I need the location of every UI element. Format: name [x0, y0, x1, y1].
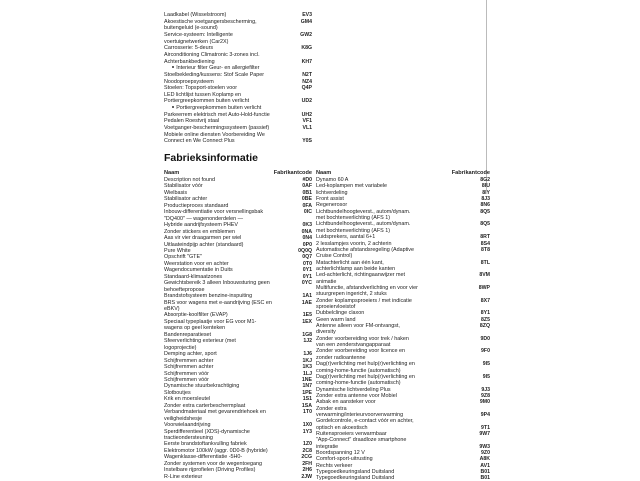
left-row-name: Zonder systemen voor de wegentoegang [164, 460, 262, 467]
left-row-code: 1T0 [303, 409, 312, 416]
right-row-code: B01 [480, 469, 490, 476]
top-item-code: UH2 [301, 111, 312, 118]
right-row-code: 8Q5 [480, 221, 490, 228]
right-row-name: stuurgrepen ingericht, 2 stuks [316, 291, 387, 298]
top-item-code: K8G [301, 45, 312, 52]
top-item-code: UD2 [301, 98, 312, 105]
left-row-name: Uitlaateindpijp achter (standaard) [164, 241, 244, 248]
left-row-code: 1EX [302, 318, 312, 325]
bullet-icon [172, 106, 174, 108]
top-item-name: Interieur filter Geur- en allergiefilter [172, 65, 259, 71]
left-row-name: Zonder stickers en emblemen [164, 228, 236, 235]
right-row-name: achterlichtlamp aan beide kanten [316, 265, 396, 272]
right-row-code: 8IY [482, 189, 490, 196]
left-row-name: Brandstofsysteem benzine-inspuiting [164, 293, 253, 300]
left-row-name: Weerstation voor en achter [164, 260, 229, 267]
left-row-name: eBKV) [164, 306, 180, 312]
left-row-name: Schijfremmen achter [164, 364, 214, 371]
top-item-name: Carrosserie: 5-deurs [164, 45, 214, 52]
right-row-code: 8WP [478, 284, 490, 291]
right-row-code: 8ZQ [479, 323, 490, 330]
right-row-code: 8T8 [481, 246, 490, 253]
right-row-code: 8RT [480, 234, 490, 241]
top-item-code: VF1 [302, 118, 312, 125]
left-row-name: Speciaal typeplaatje voor EG voor M1- [164, 318, 257, 325]
right-row-code: 8IU [481, 183, 490, 190]
left-row-name: Wielbasis [164, 189, 188, 196]
right-row-name: Lichtbundelhoogteverst., autom/dynam. [316, 208, 411, 215]
top-item-name: buitengeluid (e-sound) [164, 25, 218, 32]
right-row-name: Zonder voorbereiding voor trek / haken [316, 335, 409, 342]
right-row-name: Boordspanning 12 V [316, 450, 365, 457]
right-row-name: met bochtenverlichting (AFS 1) [316, 227, 391, 234]
left-row-name: Opschrift "GTE" [164, 254, 202, 261]
left-row-code: 1J6 [303, 351, 312, 358]
left-row-code: 1A1 [302, 293, 312, 300]
left-row-code: 0Y1 [302, 273, 312, 280]
left-row-code: 1PE [302, 389, 312, 396]
left-row-code: 1N7 [302, 383, 312, 390]
left-row-name: Demping achter, sport [164, 351, 217, 358]
left-row-code: 2FH [302, 460, 312, 467]
right-row-code: 9D0 [480, 335, 490, 342]
right-row-code: 9Z0 [481, 450, 490, 457]
top-item-code: Q4P [301, 85, 312, 92]
top-item-name: Pedalen Roestvrij staal [164, 118, 220, 125]
right-row-code: 8J3 [481, 196, 490, 203]
right-row-name: Rechts verkeer [316, 462, 353, 469]
top-item-name: Parkeerrem elektrisch met Auto-Hold-functie [164, 111, 270, 118]
top-item-name: Service-systeem: Intelligente [164, 31, 233, 38]
right-row-code: 9W7 [479, 431, 490, 437]
left-header-code: Fabrikantcode [273, 170, 312, 176]
left-row-name: Instelbare rijprofielen (Driving Profiles) [164, 467, 256, 474]
right-row-name: zonder radioantenne [316, 354, 366, 361]
right-row-name: verwarming/interieurvoorverwarming [316, 411, 404, 418]
top-item-code: EV3 [302, 12, 312, 18]
right-row-name: Zonder extra [316, 405, 347, 412]
right-header-code: Fabrikantcode [451, 170, 490, 176]
left-row-name: Krik en moersleutel [164, 396, 211, 403]
top-item-name: Laadkabel (Wisselstroom) [164, 12, 227, 18]
left-row-code: 1NE [301, 376, 312, 383]
left-row-name: Description not found [164, 177, 215, 183]
left-row-code: 0Q0Q [298, 247, 312, 254]
right-row-name: Lichtbundelhoogteverst., autom/dynam. [316, 221, 411, 228]
left-row-code: 1E5 [302, 312, 312, 319]
top-item-name: Airconditioning Climatronic 3-zones incl. [164, 51, 260, 58]
right-row-name: Zonder extra antenne voor Mobiel [316, 392, 397, 399]
left-row-name: Stabilisator achter [164, 196, 208, 203]
left-row-name: veiligheidshesje [164, 415, 203, 422]
right-header-name: Naam [316, 170, 332, 176]
right-row-code: 9I5 [482, 373, 490, 380]
left-row-name: Productieproces standaard [164, 202, 229, 209]
left-row-code: 1LJ [303, 370, 312, 377]
left-row-name: wagens op geel kenteken [164, 325, 226, 332]
left-row-code: 0P0 [302, 241, 312, 248]
left-row-code: 2JW [301, 473, 312, 480]
left-row-name: Zonder extra carterbeschermplaat [164, 402, 246, 409]
left-row-code: 0BE [301, 196, 312, 203]
top-item-code: VL1 [302, 125, 312, 132]
left-row-name: Bandenreparatieset [164, 331, 212, 338]
right-row-name: van een zenderstvangapparaat [316, 342, 391, 349]
left-row-name: Wagenklasse-differentiatie -5H0- [164, 454, 243, 461]
left-row-name: Schijfremmen achter [164, 357, 214, 364]
right-row-name: Dubbelclinge claxon [316, 310, 365, 317]
left-row-code: 1G8 [302, 331, 312, 338]
left-row-code: 1SA [301, 402, 312, 409]
top-item-name: Noodoproepsysteem [164, 78, 214, 85]
left-row-name: Slotboutjes [164, 389, 191, 396]
right-row-name: Gordelcontrole, e-contact vóór en achter, [316, 418, 414, 425]
top-item-name: LED lichtlijst tussen Koplamp en [164, 91, 242, 98]
left-row-code: 0AF [302, 183, 312, 190]
right-row-name: Geen warm land [316, 316, 356, 323]
bullet-icon [172, 66, 174, 68]
left-row-code: 1K3 [302, 364, 312, 371]
right-row-code: 9M0 [479, 399, 490, 406]
left-row-code: 2H6 [302, 467, 312, 474]
right-row-name: Automatische afstandsregeling (Adaptive [316, 246, 414, 253]
right-row-name: animatie [316, 278, 337, 285]
left-row-code: 0IC [303, 209, 312, 216]
right-row-name: Typegoedkeuringsland Duitsland [316, 469, 395, 476]
left-row-code: 0K3 [302, 222, 312, 229]
right-row-name: "App-Connect" draadloze smartphone [316, 437, 407, 444]
right-row-name: met bochtenverlichting (AFS 1) [316, 215, 391, 222]
left-row-name: Stabilisator vóór [164, 183, 203, 190]
left-row-code: 0Y1 [302, 267, 312, 274]
top-item-name: voertuignetwerken (Car2X) [164, 38, 229, 45]
right-row-code: 8TL [480, 259, 490, 266]
right-row-name: Asbak en aansteker voor [316, 399, 376, 406]
left-row-name: Aas vir vier draagarmen per wiel [164, 235, 242, 242]
right-row-code: 9J3 [481, 386, 490, 393]
left-row-name: Gewichtsbereik 3 alleen Inbouwsturing geen [164, 280, 270, 287]
right-row-name: Zonder voorbereiding voor licence en [316, 348, 405, 355]
right-row-name: Zonder koplampsproeiers / met indicatie [316, 297, 412, 304]
left-row-name: tractieondersteuning [164, 435, 213, 441]
right-row-name: sproeiervloeistof [316, 304, 356, 310]
right-row-name: Typegoedkeuringsland Duitsland [316, 475, 395, 481]
left-row-name: Schijfremmen vóór [164, 376, 209, 383]
right-row-code: AV1 [480, 462, 490, 469]
right-row-name: coming-home-functie (automatisch) [316, 367, 401, 374]
fold-line [486, 0, 487, 190]
left-row-name: Wagendocumentatie in Duits [164, 267, 233, 274]
left-row-name: Voorwielaandrijving [164, 422, 211, 429]
left-row-name: "DQ400" — wagenonderdelen — [164, 215, 244, 222]
left-row-name: Verbandmateriaal met gevarendriehoek en [164, 409, 266, 416]
left-row-code: 1S1 [302, 396, 312, 403]
top-item-name: Voetganger-beschermingssysteem (passief) [164, 125, 270, 132]
right-row-code: 8Q5 [480, 208, 490, 215]
left-row-name: Hybride aandrijfsysteem PHEV [164, 222, 239, 229]
right-row-name: Dag(r)verlichting met hulp(r)verlichting en [316, 361, 415, 368]
right-row-code: 8G2 [480, 177, 490, 183]
right-row-name: Multifunctie, afstandverlichting en voor vier [316, 284, 418, 291]
left-row-code: 1AE [301, 299, 312, 306]
left-row-code: 0NA [301, 228, 312, 235]
right-row-code: 8X7 [480, 297, 490, 304]
left-row-code: 0N4 [302, 235, 312, 242]
top-item-name: Achterbankbediening [164, 58, 215, 65]
left-row-name: BRS voor wagens met e-aandrijving (ESC en [164, 299, 272, 306]
right-row-code: 9T1 [481, 424, 490, 431]
left-row-name: Absorptie-koolfilter (EVAP) [164, 312, 228, 319]
left-row-name: behoeftepropose [164, 286, 205, 293]
left-row-code: 0Q7 [302, 254, 312, 261]
left-header-name: Naam [164, 170, 180, 176]
right-row-code: 9Z8 [481, 392, 490, 399]
section-title: Fabrieksinformatie [164, 152, 258, 164]
top-item-name: Portiergreepkommen buiten verlicht [172, 105, 261, 111]
right-row-name: Led-achterlicht, richtingaanwijzer met [316, 272, 405, 279]
left-row-code: 2C8 [302, 447, 312, 454]
top-item-name: Stoelbekleding/kussens: Stof Scale Paper [164, 71, 265, 78]
left-row-name: Dynamische stuurbekrachtiging [164, 383, 240, 390]
right-row-code: 9W3 [479, 443, 490, 450]
left-row-code: 1Z0 [303, 441, 312, 448]
left-row-name: Inbouw-differentiatie voor versnellingsbak [164, 209, 264, 216]
right-row-name: Cruise Control) [316, 253, 353, 260]
right-row-code: 8N6 [480, 202, 490, 209]
left-row-name: R-Line exterieur [164, 473, 203, 480]
left-row-code: 0FA [302, 202, 312, 209]
left-row-name: Schijfremmen vóór [164, 370, 209, 377]
left-row-name: Pure White [164, 247, 191, 254]
left-row-name: logoprojectie) [164, 344, 197, 351]
left-row-name: Standaard-klimaatzones [164, 273, 223, 280]
left-row-code: 0YC [301, 280, 312, 287]
left-row-code: 0B1 [302, 189, 312, 196]
right-row-name: Comfort-sport-uitrusting [316, 456, 373, 463]
top-item-name: Portiergreepkommen buiten verlicht [164, 98, 250, 105]
top-item-code: NZ4 [302, 78, 312, 85]
right-row-name: Antenne alleen voor FM-ontvangst, [316, 323, 400, 330]
right-row-name: integratie [316, 443, 339, 450]
right-row-name: Dag(r)verlichting met hulp(r)verlichting en [316, 373, 415, 380]
right-row-code: B01 [480, 475, 490, 481]
left-row-code: 1KJ [302, 357, 312, 364]
right-row-name: optisch en akoestisch [316, 424, 368, 431]
right-row-code: 9I5 [482, 361, 490, 368]
right-row-name: Ruitensproeiers verwarmbaar [316, 431, 387, 437]
right-row-name: Front assist [316, 196, 344, 203]
right-row-name: Matachterlicht aan één kant, [316, 259, 384, 266]
left-row-name: Sperdifferentieel (XDS)-dynamische [164, 428, 250, 435]
right-row-code: 9P4 [480, 411, 490, 418]
left-row-code: 1X0 [302, 422, 312, 429]
left-row-code: #D0 [302, 177, 312, 183]
left-row-code: 2CG [301, 454, 312, 461]
top-item-code: GM4 [300, 18, 312, 25]
left-row-name: Sfeerverlichting exterieur (met [164, 338, 236, 345]
left-row-code: 1J2 [303, 338, 312, 345]
right-row-name: Led-koplampen met variabele [316, 183, 388, 190]
right-row-name: Luidsprekers, aantal 6+1 [316, 234, 376, 241]
left-row-code: 1Y3 [302, 428, 312, 435]
left-row-code: 0T0 [303, 260, 312, 267]
right-row-code: 8S4 [480, 240, 490, 247]
right-row-code: 8Y1 [480, 310, 490, 317]
right-row-code: 8Z5 [481, 316, 490, 323]
top-item-code: GW2 [300, 31, 312, 38]
top-item-code: KH7 [301, 58, 312, 65]
right-row-name: lichtverdeling [316, 189, 348, 196]
right-row-name: Regenerosor [316, 202, 348, 209]
top-item-name: Connect en We Connect Plus [164, 138, 235, 145]
top-item-name: Stoelen: Topsport-stoelen voor [164, 85, 238, 92]
top-item-name: Mobiele online diensten Voorbereiding We [164, 131, 265, 138]
right-row-name: Dynamische lichtverdeling Plus [316, 386, 391, 393]
right-row-code: 8VM [479, 272, 490, 279]
right-row-code: 9F0 [481, 348, 490, 355]
right-row-code: A8K [479, 456, 490, 463]
top-item-code: Y0S [302, 138, 312, 145]
left-row-name: Elektromotor 100kW (aggr. 0D0-B (hybride) [164, 447, 268, 454]
top-item-code: N2T [302, 71, 312, 78]
right-row-name: Dynamo 60 A [316, 177, 349, 183]
right-row-name: diversity [316, 329, 336, 336]
right-row-name: coming-home-functie (automatisch) [316, 380, 401, 387]
top-item-name: Akoestische voetgangersbescherming, [164, 18, 257, 25]
right-row-name: 2 lesslampjes voorin, 2 achterin [316, 240, 392, 247]
left-row-name: Eerste brandstoftankvulling fabriek [164, 441, 247, 448]
